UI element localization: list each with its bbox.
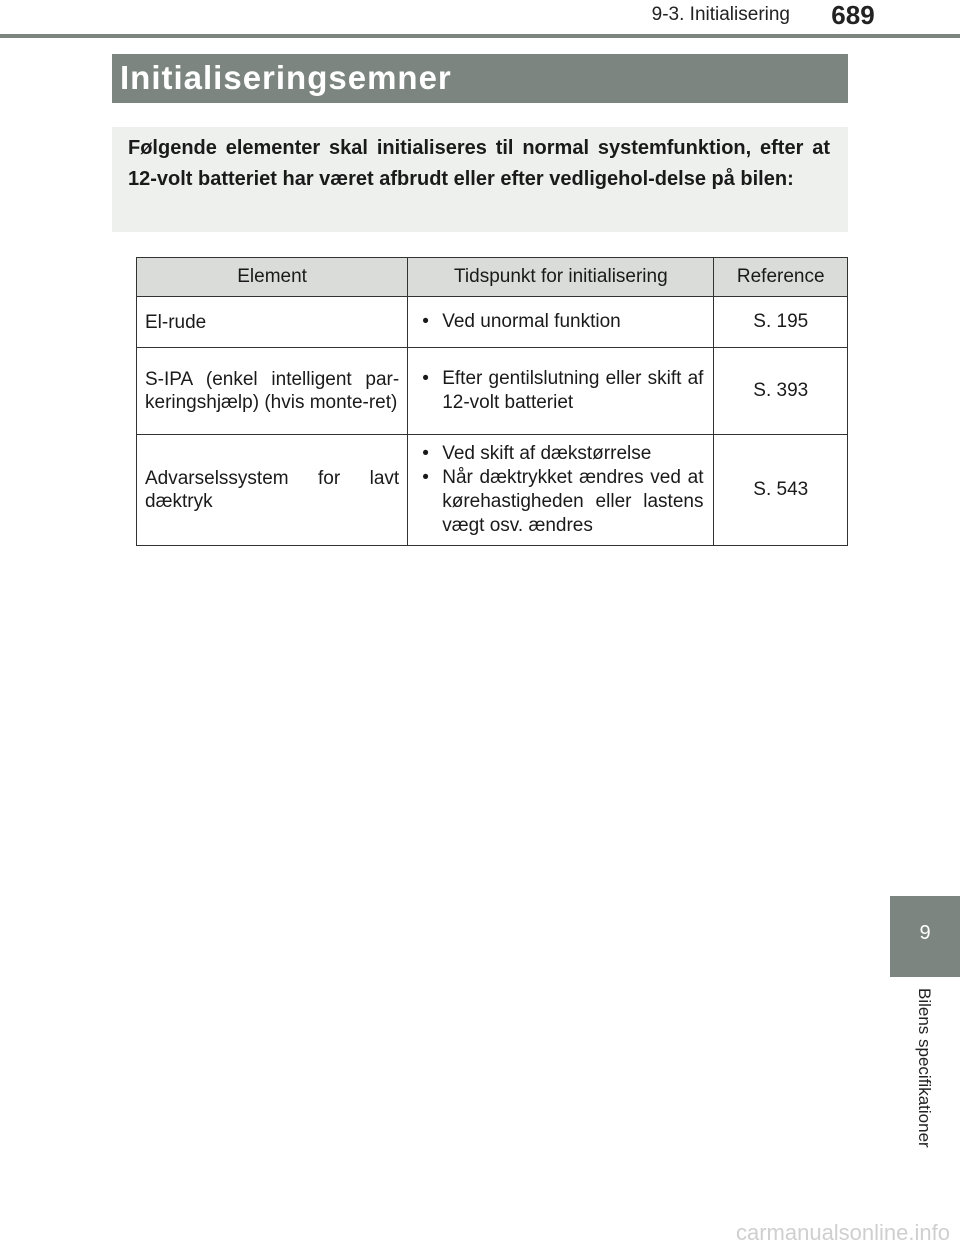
reference-cell: S. 195	[714, 297, 848, 348]
intro-box	[112, 127, 848, 232]
element-cell: S-IPA (enkel intelligent par-keringshjælp) (hvis monte-ret)	[137, 348, 408, 435]
column-header-reference: Reference	[714, 258, 848, 297]
table-row	[137, 435, 848, 546]
title-bar	[112, 54, 848, 103]
timing-item: • Ved unormal funktion	[418, 310, 703, 334]
element-cell: Advarselssystem for lavt dæktryk	[137, 435, 408, 546]
page-number: 689	[831, 0, 875, 30]
timing-item: • Efter gentilslutning eller skift af 12-volt batteriet	[418, 367, 703, 415]
intro-text: Følgende elementer skal initialiseres til normal systemfunktion, efter at 12-volt batteriet har været afbrudt eller efter vedligehol-delse på bilen:	[128, 137, 830, 190]
timing-cell	[408, 297, 714, 348]
reference-cell: S. 393	[714, 348, 848, 435]
section-header: 9-3. Initialisering	[651, 4, 790, 25]
chapter-number: 9	[919, 922, 931, 944]
table-row	[137, 348, 848, 435]
timing-item: • Når dæktrykket ændres ved at kørehastigheden eller lastens vægt osv. ændres	[418, 466, 703, 538]
table-header-row	[137, 258, 848, 297]
timing-cell	[408, 435, 714, 546]
page-title: Initialiseringsemner	[120, 59, 452, 96]
initialization-table	[136, 257, 848, 546]
column-header-element: Element	[137, 258, 408, 297]
table-row	[137, 297, 848, 348]
chapter-tab	[890, 896, 960, 977]
timing-cell	[408, 348, 714, 435]
chapter-label: Bilens specifikationer	[915, 988, 934, 1148]
element-cell: El-rude	[137, 297, 408, 348]
timing-item: • Ved skift af dækstørrelse	[418, 442, 703, 466]
column-header-timing: Tidspunkt for initialisering	[408, 258, 714, 297]
watermark: carmanualsonline.info	[735, 1220, 950, 1245]
header-divider	[0, 34, 960, 38]
reference-cell: S. 543	[714, 435, 848, 546]
